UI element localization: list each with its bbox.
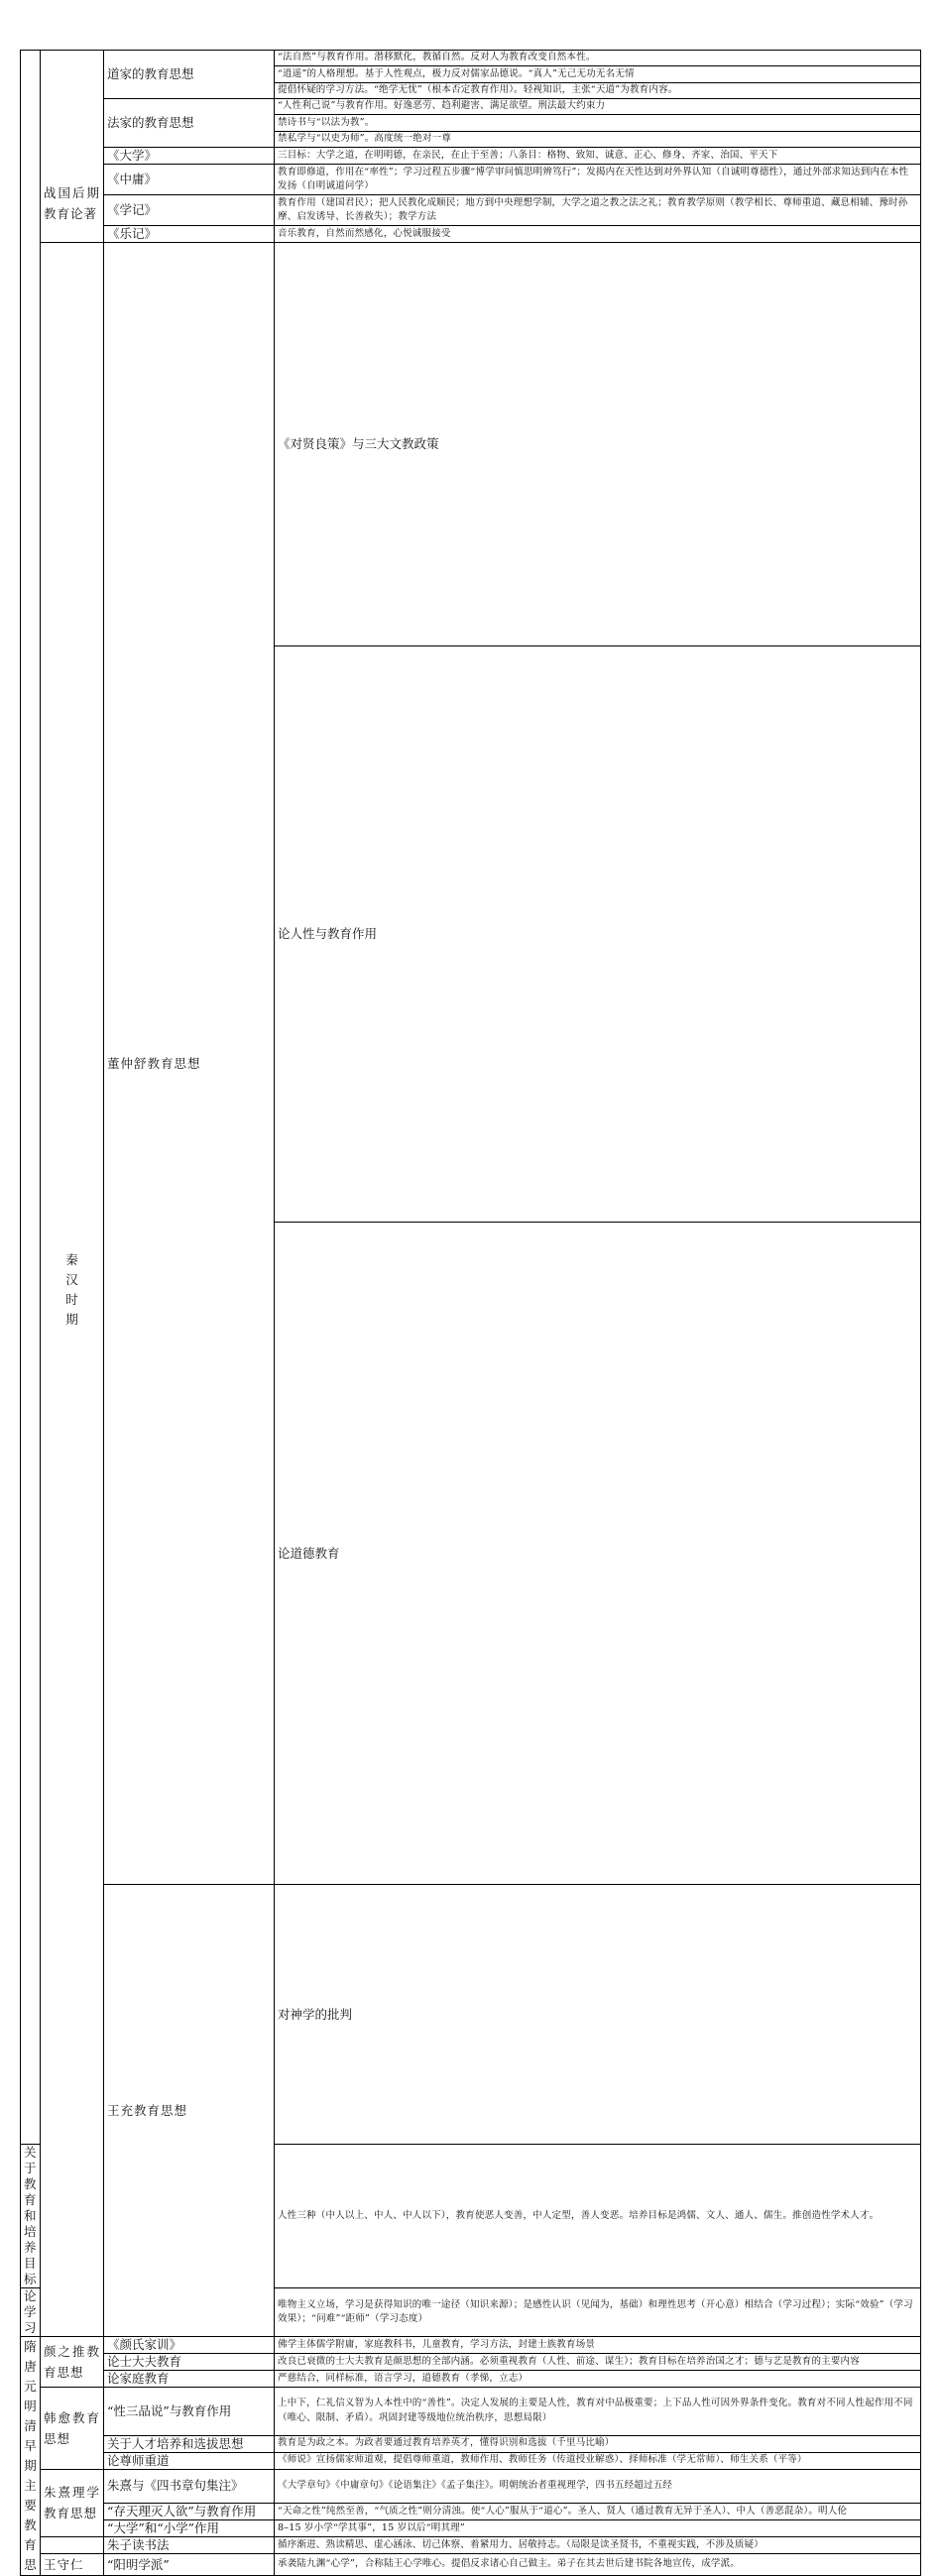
detail-cell: 8–15 岁小学“学其事”，15 岁以后“明其理” — [275, 2520, 921, 2537]
period-suitang: 隋唐元明清早期主要教育思 — [21, 2337, 41, 2576]
detail-cell: 三目标：大学之道，在明明德，在亲民，在止于至善；八条目：格物、致知、诚意、正心、修身、齐家、治国、平天下 — [275, 148, 921, 165]
topic-zx1: 朱熹与《四书章句集注》 — [104, 2469, 275, 2504]
topic-yz3: 论家庭教育 — [104, 2371, 275, 2388]
detail-cell: 改良已衰微的士大夫教育是颜思想的全部内涵。必须重视教育（人性、前途、谋生）；教育目标在培养治国之才；德与艺是教育的主要内容 — [275, 2354, 921, 2371]
topic-hy1: “性三品说”与教育作用 — [104, 2388, 275, 2436]
topic-zx3: “大学”和“小学”作用 — [104, 2520, 275, 2537]
detail-cell: 佛学主体儒学附庸，家庭教科书，儿童教育，学习方法，封建士族教育场景 — [275, 2337, 921, 2354]
topic-zx2: “存天理灭人欲”与教育作用 — [104, 2504, 275, 2520]
detail-cell: 唯物主义立场，学习是获得知识的唯一途径（知识来源）；是感性认识（见闻为，基础）和理性思考（开心意）相结合（学习过程）；实际“效验”（学习效果）；“问难”“距师”（学习态度） — [275, 2288, 921, 2337]
topic-daojia: 道家的教育思想 — [104, 51, 275, 99]
topic-dz1: 《对贤良策》与三大文教政策 — [275, 243, 921, 646]
detail-cell: 承袭陆九渊“心学”，合称陆王心学唯心。提倡反求诸心自己做主。弟子在其去世后建书院各地宣传，成学派。 — [275, 2554, 921, 2576]
detail-cell: 教育作用（建国君民）；把人民教化成顺民；地方到中央理想学制，大学之道之教之法之礼；教育教学原则（教学相长、尊师重道、藏息相辅、豫时孙摩、启发诱导、长善救失）；教学方法 — [275, 195, 921, 226]
topic-zhongyong: 《中庸》 — [104, 165, 275, 195]
detail-cell: 人性三种（中人以上、中人、中人以下），教育使恶人变善，中人定型，善人变恶。培养目标是鸿儒、文人、通人、儒生。推创造性学术人才。 — [275, 2145, 921, 2288]
topic-wc1: 对神学的批判 — [275, 1885, 921, 2145]
thinker-cell-blank — [41, 51, 104, 165]
thinker-hanyu: 韩愈教育思想 — [41, 2388, 104, 2470]
topic-hy2: 关于人才培养和选拔思想 — [104, 2435, 275, 2452]
thinker-dongzhongshu: 董仲舒教育思想 — [104, 243, 275, 1885]
detail-cell: 教育是为政之本。为政者要通过教育培养英才，懂得识别和选拔（千里马比喻） — [275, 2435, 921, 2452]
thinker-zhuxi-cont — [41, 2537, 104, 2554]
detail-cell: 《师说》宣扬儒家师道观，提倡尊师重道，教师作用、教师任务（传道授业解惑）、择师标准（学无常师）、师生关系（平等） — [275, 2452, 921, 2469]
topic-daxue: 《大学》 — [104, 148, 275, 165]
topic-zx4: 朱子读书法 — [104, 2537, 275, 2554]
detail-cell: 严慈结合，同样标准，语言学习，道德教育（孝悌，立志） — [275, 2371, 921, 2388]
detail-cell: “天命之性”纯然至善，“气质之性”则分清浊。使“人心”服从于“道心”。圣人、贤人（通过教育无异于圣人）、中人（善恶混杂）。明人伦 — [275, 2504, 921, 2520]
detail-cell: 提倡怀疑的学习方法。“绝学无忧”（根本否定教育作用）。轻视知识，主张“天道”为教育内容。 — [275, 82, 921, 98]
detail-cell: 循序渐进、熟读精思、虚心涵泳、切己体察、着紧用力、居敬持志。（局限是读圣贤书，不重视实践，不涉及质疑） — [275, 2537, 921, 2554]
detail-cell: “法自然”与教育作用。潜移默化，教循自然。反对人为教育改变自然本性。 — [275, 51, 921, 66]
detail-cell: 《大学章句》《中庸章句》《论语集注》《孟子集注》。明朝统治者重视理学，四书五经超过五经 — [275, 2469, 921, 2504]
topic-yueji: 《乐记》 — [104, 226, 275, 243]
topic-yz2: 论士大夫教育 — [104, 2354, 275, 2371]
education-thought-table — [20, 50, 921, 2576]
topic-dz2: 论人性与教育作用 — [275, 646, 921, 1223]
detail-cell: 禁诗书与“以法为教”。 — [275, 115, 921, 131]
topic-hy3: 论尊师重道 — [104, 2452, 275, 2469]
topic-fajia: 法家的教育思想 — [104, 99, 275, 148]
topic-wsr1: “阳明学派” — [104, 2554, 275, 2576]
topic-dz3: 论道德教育 — [275, 1223, 921, 1885]
detail-cell: “人性利己说”与教育作用。好逸恶劳、趋利避害、满足欲望。刑法最大约束力 — [275, 99, 921, 115]
detail-cell: 禁私学与“以吏为师”。高度统一绝对一尊 — [275, 131, 921, 147]
topic-wc3: 论学习 — [21, 2288, 41, 2337]
period-qinhan: 秦汉时期 — [41, 243, 104, 2337]
thinker-wangchong: 王充教育思想 — [104, 1885, 275, 2337]
thinker-wangshouren: 王守仁 — [41, 2554, 104, 2576]
thinker-zhanguo: 战国后期教育论著 — [41, 165, 104, 243]
thinker-zhuxi: 朱熹理学教育思想 — [41, 2469, 104, 2537]
topic-wc2: 关于教育和培养目标 — [21, 2145, 41, 2288]
topic-yz1: 《颜氏家训》 — [104, 2337, 275, 2354]
detail-cell: “逍遥”的人格理想。基于人性观点，极力反对儒家品德说。“真人”无己无功无名无情 — [275, 66, 921, 82]
detail-cell: 教育即修道，作用在“率性”；学习过程五步骤“博学审问慎思明辨笃行”；发揭内在天性达到对外界认知（自诚明尊德性），通过外部求知达到内在本性发扬（自明诚道问学） — [275, 165, 921, 195]
topic-xueji: 《学记》 — [104, 195, 275, 226]
detail-cell: 上中下，仁礼信义智为人本性中的“善性”。决定人发展的主要是人性，教育对中品极重要；上下品人性可因外界条件变化。教育对不同人性起作用不同（唯心、限制、矛盾）。巩固封建等级地位统治秩序，思想局限） — [275, 2388, 921, 2436]
thinker-yanzhitui: 颜之推教育思想 — [41, 2337, 104, 2388]
detail-cell: 音乐教育，自然而然感化，心悦诚服接受 — [275, 226, 921, 243]
period-cell-blank — [21, 51, 41, 2145]
